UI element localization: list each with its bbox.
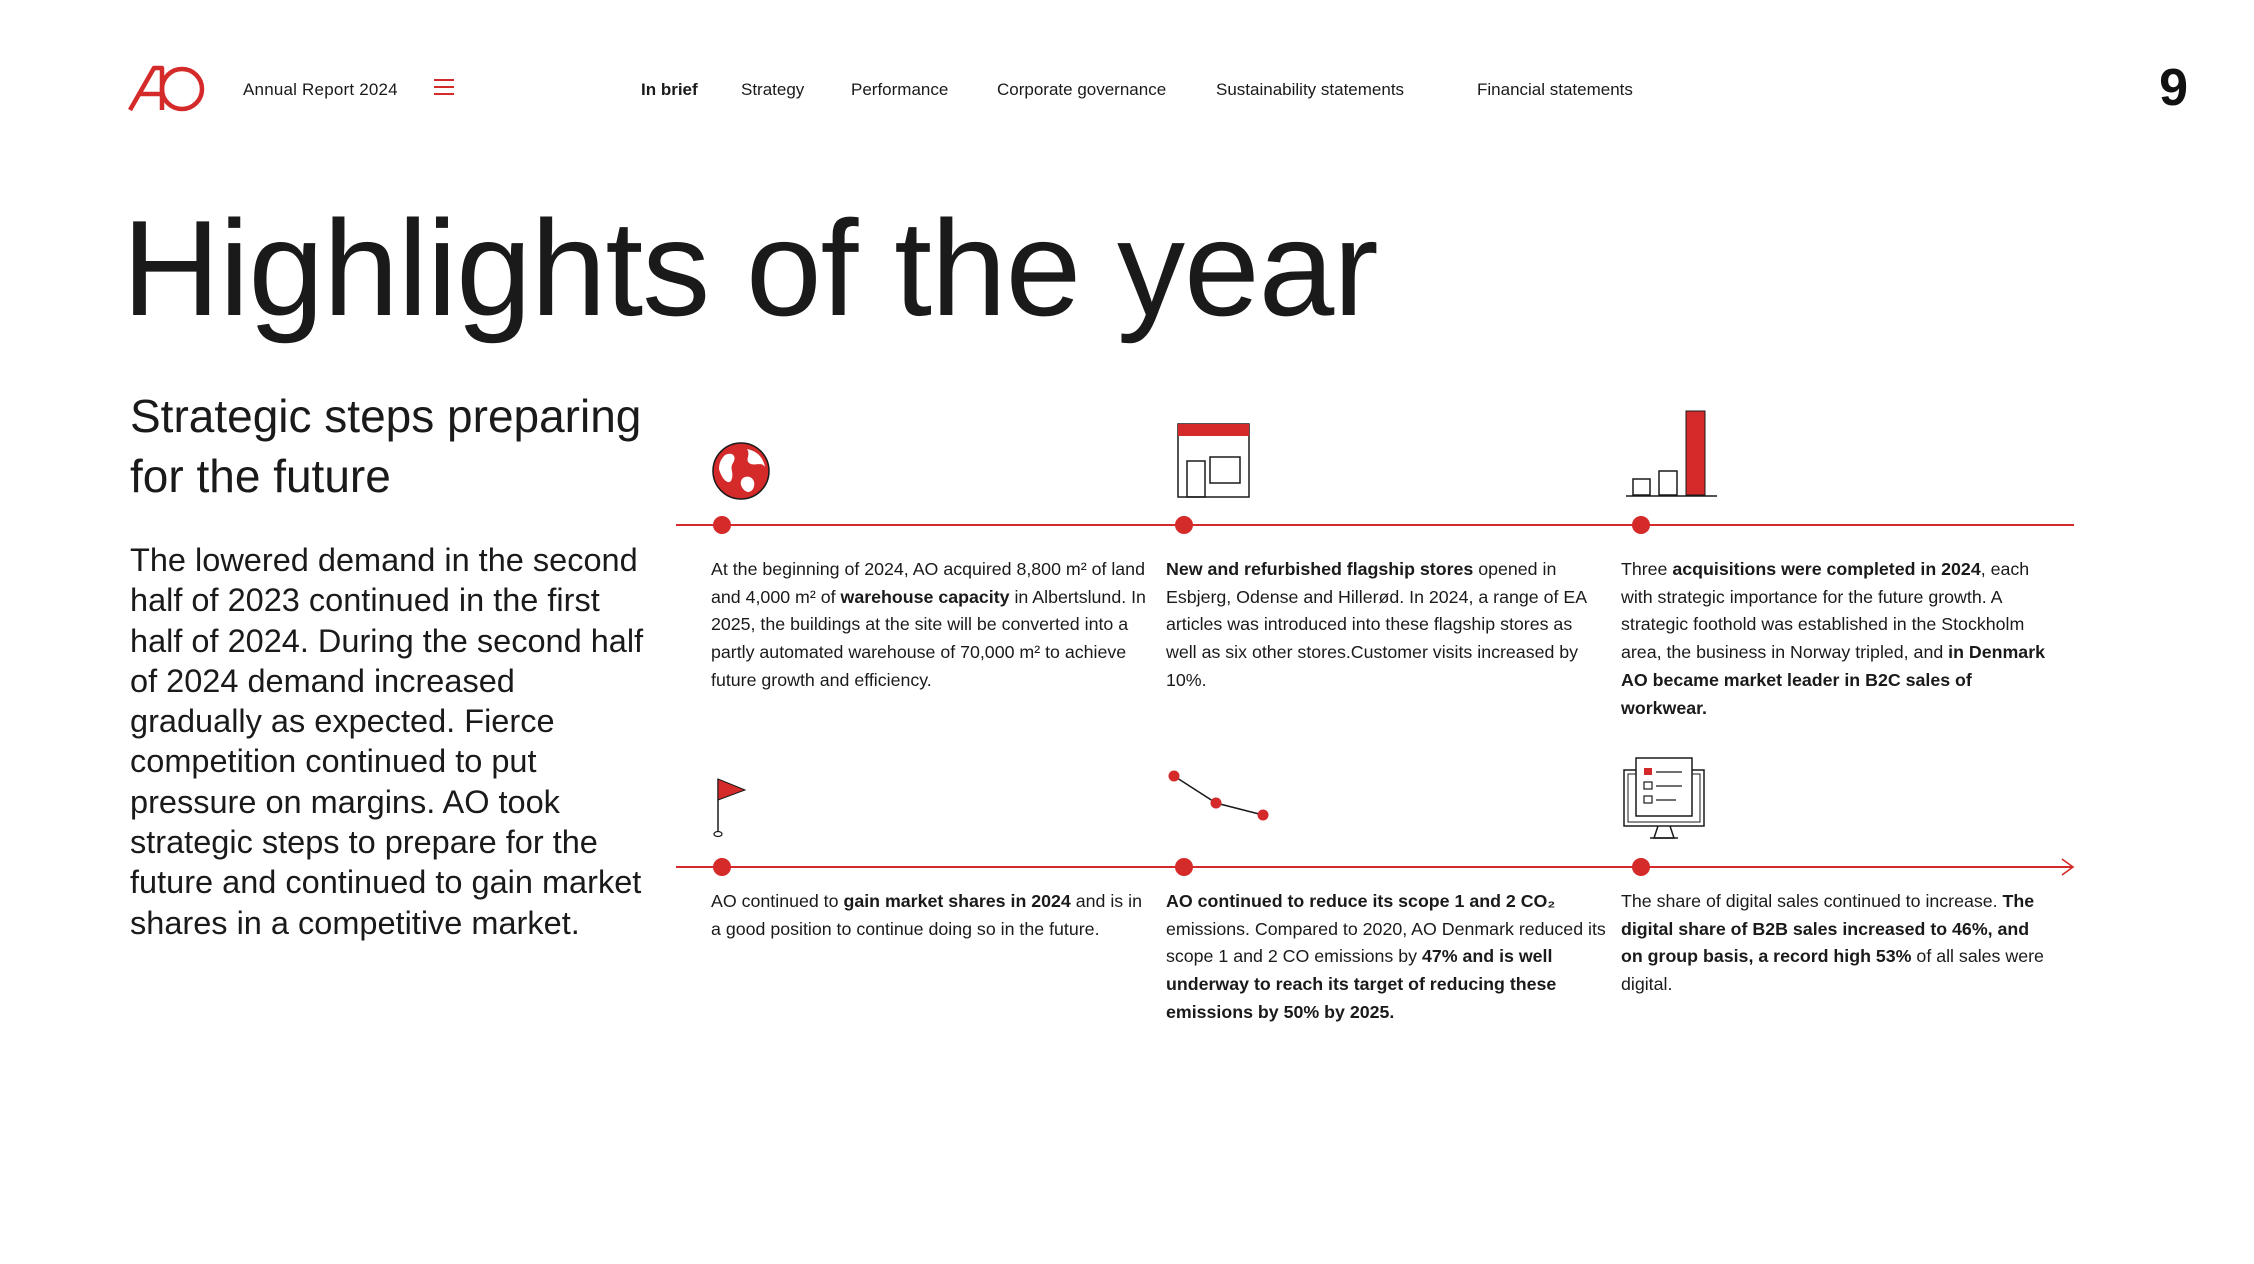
timeline-dot: [1632, 516, 1650, 534]
arrow-right-icon: [2060, 858, 2076, 876]
highlight-flagship-stores: [1166, 556, 1606, 695]
highlight-text-segment: The digital share of B2B sales increased to 46%, and on group basis, a record high 53%: [1621, 891, 2035, 967]
highlight-text-segment: in Albertslund. In 2025, the buildings at the site will be converted into a partly automated warehouse of 70,000 m² to achieve future growth and efficiency.: [711, 586, 1146, 690]
highlight-text-segment: warehouse capacity: [840, 586, 1010, 607]
highlight-text-segment: Three: [1621, 559, 1673, 579]
highlight-text-segment: acquisitions were completed in 2024: [1672, 559, 1981, 579]
page-title: Highlights of the year: [122, 192, 1378, 344]
header: [0, 0, 2254, 180]
highlight-warehouse: [711, 556, 1151, 695]
highlight-text-segment: opened in Esbjerg, Odense and Hillerød. In 2024, a range of EA articles was introduced into these flagship stores as well as six other stores.Customer visits increased by 10%.: [1166, 559, 1587, 690]
declining-line-icon: [1166, 768, 1272, 824]
highlight-text-segment: 47% and is well underway to reach its target of reducing these emissions by 50% by 2025.: [1166, 946, 1557, 1022]
highlight-text-segment: AO continued to reduce its scope 1 and 2 CO₂: [1166, 891, 1556, 911]
timeline-dot: [1175, 858, 1193, 876]
highlight-text-segment: The share of digital sales continued to increase.: [1621, 891, 2003, 911]
ao-logo-icon[interactable]: [128, 64, 208, 114]
nav-financial-statements[interactable]: Financial statements: [1477, 80, 1633, 99]
globe-icon: [711, 441, 771, 501]
highlight-market-share: [711, 888, 1151, 943]
nav-corporate-governance[interactable]: Corporate governance: [997, 80, 1167, 99]
highlight-acquisitions: [1621, 556, 2051, 722]
report-title[interactable]: Annual Report 2024: [243, 80, 398, 99]
page-number: 9: [2159, 59, 2188, 117]
highlight-text-segment: of all sales were digital.: [1621, 946, 2044, 995]
nav-sustainability-statements[interactable]: Sustainability statements: [1216, 80, 1405, 99]
highlight-text-segment: in Denmark AO became market leader in B2C sales of workwear.: [1621, 642, 2045, 718]
highlight-text-segment: and is in a good position to continue doing so in the future.: [711, 891, 1142, 939]
highlight-text-segment: gain market shares in 2024: [843, 891, 1071, 911]
timeline-dot: [713, 858, 731, 876]
highlight-text-segment: , each with strategic importance for the future growth. A strategic foothold was established in the Stockholm area, the business in Norway tripled, and: [1621, 559, 2030, 663]
section-subtitle: Strategic steps preparing for the future: [130, 390, 642, 502]
storefront-icon: [1177, 423, 1251, 499]
nav-in-brief[interactable]: In brief: [641, 80, 698, 99]
nav-performance[interactable]: Performance: [851, 80, 949, 99]
highlight-text-segment: New and refurbished flagship stores: [1166, 559, 1474, 579]
nav-strategy[interactable]: Strategy: [741, 80, 805, 99]
intro-paragraph: The lowered demand in the second half of 2023 continued in the first half of 2024. During the second half of 2024 demand increased gradually as expected. Fierce competition continued to put pressure on margins. AO took strategic steps to prepare for the future and continued to gain market shares in a competitive market.: [130, 542, 644, 941]
highlight-digital-sales: [1621, 888, 2051, 999]
timeline-dot: [713, 516, 731, 534]
hamburger-menu-icon[interactable]: [434, 79, 456, 99]
timeline-dot: [1175, 516, 1193, 534]
highlight-text-segment: AO continued to: [711, 891, 844, 911]
highlight-text-segment: At the beginning of 2024, AO acquired 8,800 m² of land and 4,000 m² of: [711, 559, 1145, 607]
digital-screen-icon: [1620, 756, 1708, 842]
highlight-emissions: [1166, 888, 1606, 1027]
timeline-line-bottom: [676, 866, 2072, 868]
highlight-text-segment: emissions. Compared to 2020, AO Denmark reduced its scope 1 and 2 CO emissions by: [1166, 918, 1606, 967]
timeline-line-top: [676, 524, 2074, 526]
timeline-dot: [1632, 858, 1650, 876]
bar-growth-icon: [1624, 407, 1720, 499]
flag-icon: [710, 776, 750, 838]
